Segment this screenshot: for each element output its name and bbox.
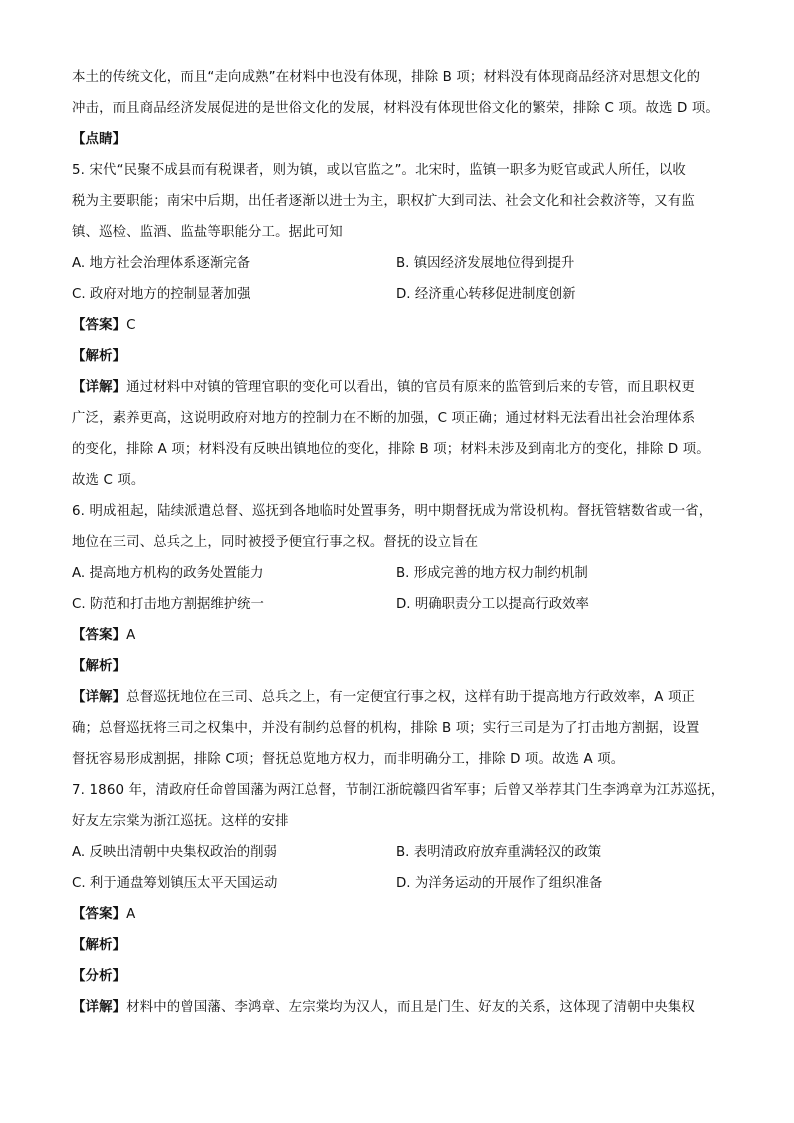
question-6-options-row — [72, 589, 724, 620]
answer-value: A — [126, 628, 136, 643]
fenxi-heading: 【分析】 — [72, 969, 127, 984]
detail-text: 广泛，素养更高，这说明政府对地方的控制力在不断的加强，C 项正确；通过材料无法看出社会治理体系 — [72, 411, 696, 426]
answer-value: C — [126, 318, 136, 333]
option-d: D. 为洋务运动的开展作了组织准备 — [396, 876, 603, 891]
answer-value: A — [126, 907, 136, 922]
answer-line — [72, 899, 724, 930]
analysis-heading: 【解析】 — [72, 659, 127, 674]
question-5-text: 镇、巡检、监酒、监盐等职能分工。据此可知 — [72, 225, 343, 240]
analysis-heading: 【解析】 — [72, 938, 127, 953]
text-line: 冲击，而且商品经济发展促进的是世俗文化的发展，材料没有体现世俗文化的繁荣，排除 C 项。故选 D 项。 — [72, 101, 719, 116]
option-a: A. 反映出清朝中央集权政治的削弱 — [72, 845, 277, 860]
detail-line — [72, 682, 724, 713]
detail-text: 确；总督巡抚将三司之权集中，并没有制约总督的机构，排除 B 项；实行三司是为了打击地方割据，设置 — [72, 721, 700, 736]
option-c: C. 利于通盘筹划镇压太平天国运动 — [72, 876, 278, 891]
text-line: 本土的传统文化，而且“走向成熟”在材料中也没有体现，排除 B 项；材料没有体现商品经济对思想文化的 — [72, 70, 701, 85]
detail-tag: 【详解】 — [72, 690, 127, 705]
option-b: B. 形成完善的地方权力制约机制 — [396, 566, 588, 581]
question-6-options-row — [72, 558, 724, 589]
detail-tag: 【详解】 — [72, 1000, 127, 1015]
detail-text: 故选 C 项。 — [72, 473, 145, 488]
detail-text: 通过材料中对镇的管理官职的变化可以看出，镇的官员有原来的监管到后来的专管，而且职权更 — [126, 380, 695, 395]
option-c: C. 政府对地方的控制显著加强 — [72, 287, 251, 302]
detail-line — [72, 372, 724, 403]
answer-tag: 【答案】 — [72, 628, 127, 643]
question-7-options-row — [72, 868, 724, 899]
question-6-text: 6. 明成祖起，陆续派遣总督、巡抚到各地临时处置事务，明中期督抚成为常设机构。督抚管辖数省或一省， — [72, 504, 713, 519]
detail-text: 督抚容易形成割据，排除 C项；督抚总览地方权力，而非明确分工，排除 D 项。故选 A 项。 — [72, 752, 625, 767]
detail-line — [72, 992, 724, 1023]
detail-tag: 【详解】 — [72, 380, 127, 395]
question-7-options-row — [72, 837, 724, 868]
question-7-text: 好友左宗棠为浙江巡抚。这样的安排 — [72, 814, 289, 829]
question-7-text: 7. 1860 年，清政府任命曾国藩为两江总督，节制江浙皖赣四省军事；后曾又举荐其门生李鸿章为江苏巡抚， — [72, 783, 725, 798]
option-b: B. 表明清政府放弃重满轻汉的政策 — [396, 845, 602, 860]
answer-tag: 【答案】 — [72, 907, 127, 922]
question-5-text: 税为主要职能；南宋中后期，出任者逐渐以进士为主，职权扩大到司法、社会文化和社会救济等，又有监 — [72, 194, 695, 209]
analysis-heading: 【解析】 — [72, 349, 127, 364]
detail-text: 总督巡抚地位在三司、总兵之上，有一定便宜行事之权，这样有助于提高地方行政效率，A 项正 — [126, 690, 696, 705]
answer-tag: 【答案】 — [72, 318, 127, 333]
option-a: A. 地方社会治理体系逐渐完备 — [72, 256, 251, 271]
option-d: D. 明确职责分工以提高行政效率 — [396, 597, 589, 612]
detail-text: 的变化，排除 A 项；材料没有反映出镇地位的变化，排除 B 项；材料未涉及到南北方的变化，排除 D 项。 — [72, 442, 710, 457]
option-c: C. 防范和打击地方割据维护统一 — [72, 597, 264, 612]
answer-line — [72, 620, 724, 651]
dianjing-heading: 【点睛】 — [72, 132, 127, 147]
option-a: A. 提高地方机构的政务处置能力 — [72, 566, 264, 581]
option-b: B. 镇因经济发展地位得到提升 — [396, 256, 575, 271]
question-5-options-row — [72, 248, 724, 279]
detail-text: 材料中的曾国藩、李鸿章、左宗棠均为汉人，而且是门生、好友的关系，这体现了清朝中央集权 — [126, 1000, 695, 1015]
question-5-options-row — [72, 279, 724, 310]
answer-line — [72, 310, 724, 341]
option-d: D. 经济重心转移促进制度创新 — [396, 287, 576, 302]
question-6-text: 地位在三司、总兵之上，同时被授予便宜行事之权。督抚的设立旨在 — [72, 535, 479, 550]
document-page — [72, 62, 724, 1023]
question-5-text: 5. 宋代“民聚不成县而有税课者，则为镇，或以官监之”。北宋时，监镇一职多为贬官或武人所任，以收 — [72, 163, 686, 178]
